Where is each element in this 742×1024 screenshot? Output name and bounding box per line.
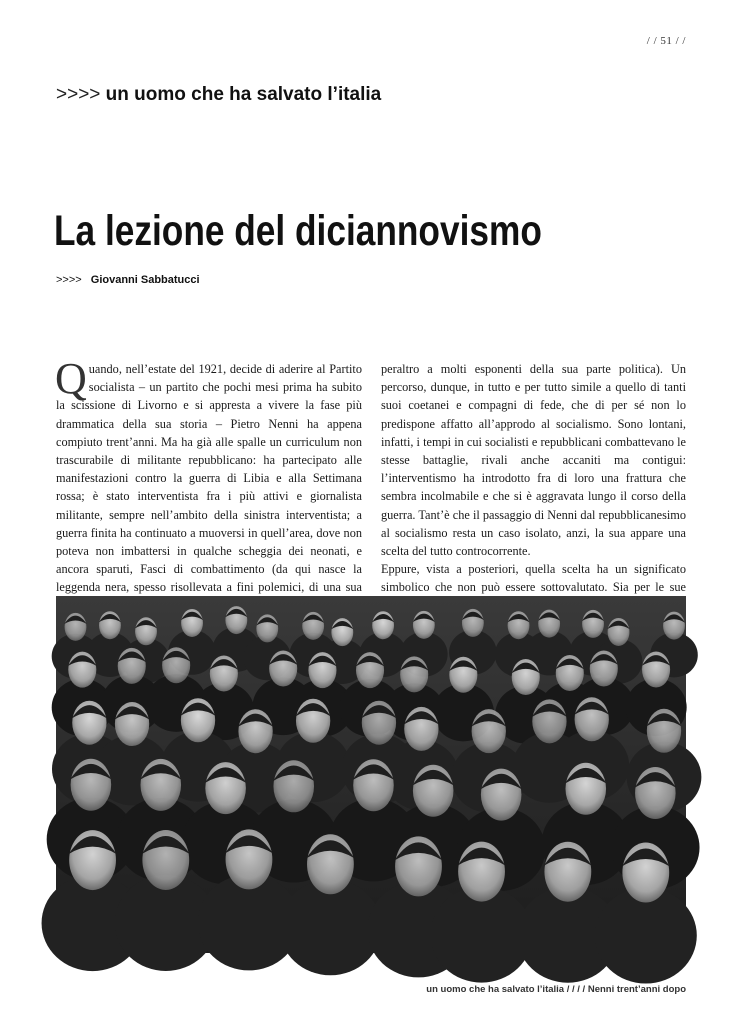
paragraph-text: uando, nell’estate del 1921, decide di aderire al Partito socialista – un partito che pochi mesi prima ha subito la scissione di Livorno e si appresta a vivere la fase più drammatica della sua storia – Pietro Nenni ha appena compiuto trent’anni. Ma ha già alle spalle un curriculum non trascurabile di militante repubblicano: ha partecipato alle manifestazioni contro la guerra di Libia e alla Settimana rossa; è stato interventista fra i più attivi e giornalista militante, sempre nell’ambito della sinistra interventista; a guerra finita ha continuato a muoversi in quell’area, dove non poteva non imbattersi in qualche scheggia dei neonati, e ancora sparuti, Fasci di combattimento (da qui nasce la leggenda nera, spesso risollevata a fini polemici, di una sua bbox=[56, 362, 362, 595]
historical-crowd-photo bbox=[56, 596, 686, 953]
body-paragraph bbox=[55, 354, 362, 633]
body-column-right bbox=[381, 360, 686, 595]
byline bbox=[56, 274, 200, 286]
byline-arrows: >>>> bbox=[56, 274, 82, 286]
section-arrows: >>>> bbox=[56, 84, 101, 105]
section-title: un uomo che ha salvato l’italia bbox=[105, 84, 382, 105]
drop-cap: Q bbox=[55, 354, 87, 403]
author-name: Giovanni Sabbatucci bbox=[90, 274, 200, 286]
body-paragraph: Eppure, vista a posteriori, quella scelta ha un significato simbolico che non può essere sottovalutato. Sia per le sue bbox=[381, 562, 686, 595]
article-headline: La lezione del diciannovismo bbox=[54, 207, 542, 255]
section-header bbox=[56, 84, 381, 106]
crowd-photo-image bbox=[56, 596, 686, 953]
page-number: / / 51 / / bbox=[646, 35, 686, 47]
body-paragraph: peraltro a molti esponenti della sua parte politica). Un percorso, dunque, in tutto e per tutto simile a quello di tanti suoi coetanei e compagni di fede, che di per sé non lo predispone affatto all’approdo al socialismo. Sono lontani, infatti, i tempi in cui socialisti e repubblicani combattevano le stesse battaglie, rivali anche accaniti ma contigui: l’interventismo ha introdotto fra di loro una frattura che sembra incolmabile e che si è aggravata lungo il corso della guerra. Tant’è che il passaggio di Nenni dal repubblicanesimo al socialismo resta un caso isolato, anzi, la sua appare una scelta del tutto controcorrente. bbox=[381, 362, 686, 559]
page-footer: un uomo che ha salvato l’italia / / / / Nenni trent’anni dopo bbox=[426, 984, 686, 995]
body-column-left bbox=[55, 354, 362, 595]
